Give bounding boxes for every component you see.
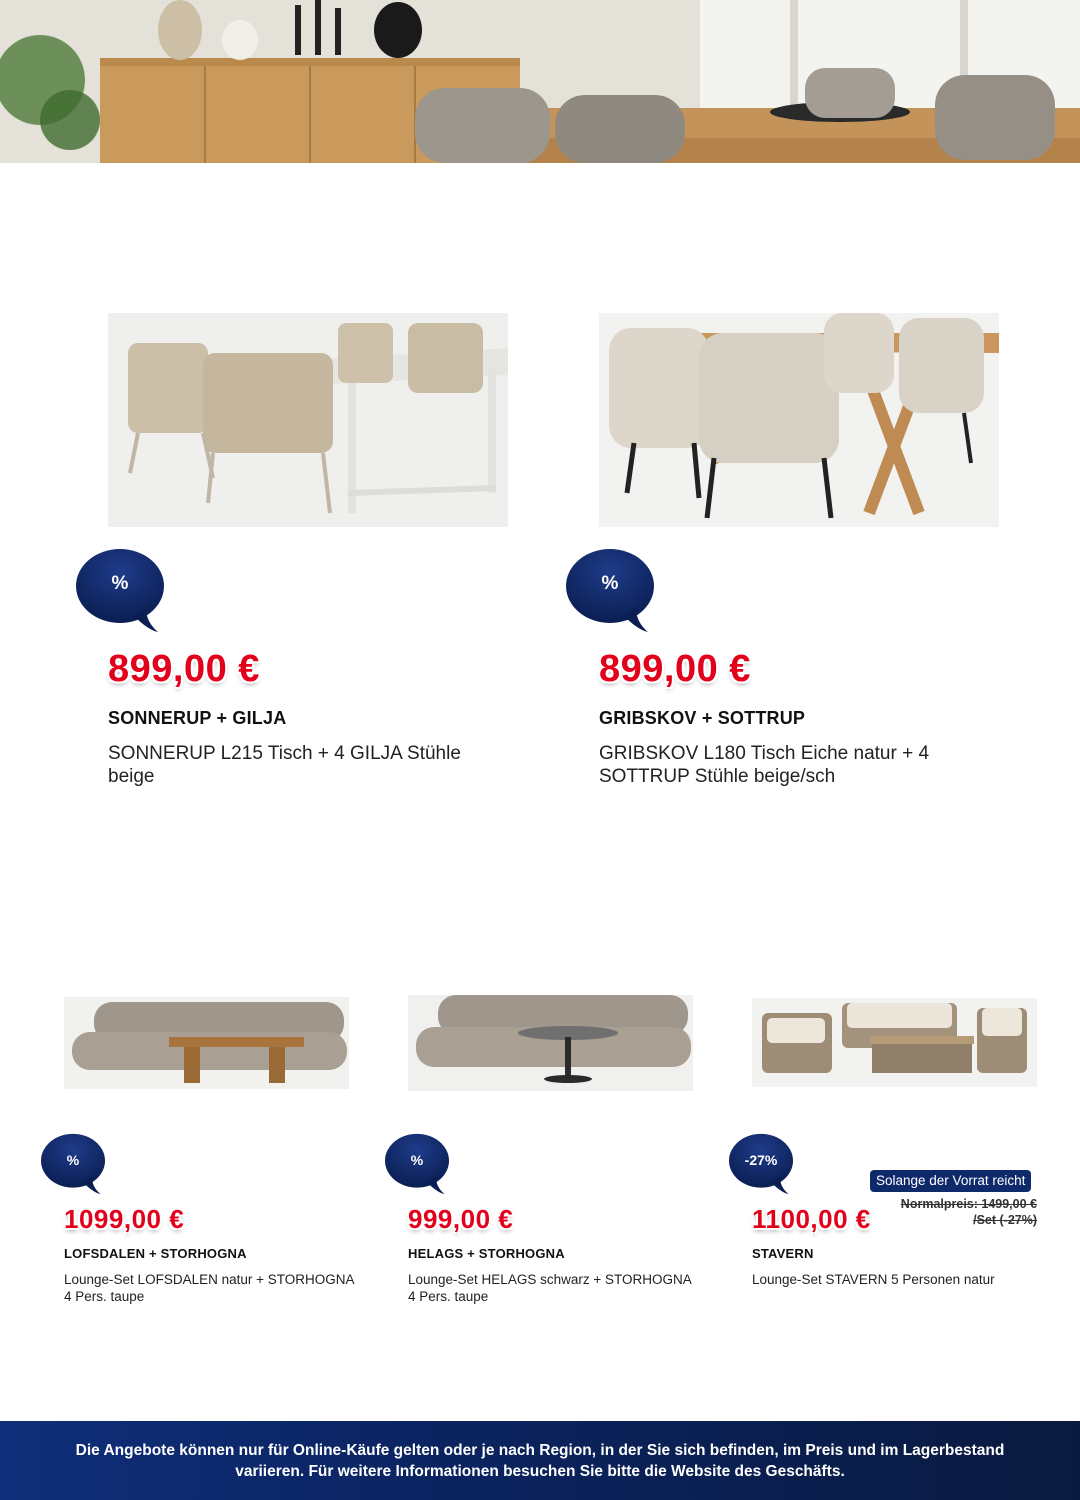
- normal-price: Normalpreis: 1499,00 € /Set (-27%): [900, 1197, 1037, 1227]
- product-title[interactable]: SONNERUP + GILJA: [108, 708, 287, 728]
- discount-label: %: [66, 1152, 80, 1168]
- discount-label: %: [410, 1152, 424, 1168]
- footer-disclaimer: [0, 1421, 1080, 1500]
- product-description: SONNERUP L215 Tisch + 4 GILJA Stühle beige: [108, 743, 461, 787]
- discount-label: %: [111, 573, 129, 594]
- dining-room-photo-icon: [0, 0, 1080, 163]
- product-title[interactable]: GRIBSKOV + SOTTRUP: [599, 708, 806, 728]
- product-description: Lounge-Set HELAGS schwarz + STORHOGNA 4 Pers. taupe: [408, 1272, 691, 1304]
- product-description: Lounge-Set LOFSDALEN natur + STORHOGNA 4 Pers. taupe: [64, 1272, 354, 1304]
- product-image[interactable]: [752, 998, 1037, 1087]
- product-title[interactable]: STAVERN: [752, 1246, 814, 1261]
- price: 899,00 €: [108, 648, 260, 690]
- discount-label: %: [601, 573, 619, 594]
- footer-text: Die Angebote können nur für Online-Käufe gelten oder je nach Region, in der Sie sich befinden, im Preis und im Lagerbestand variieren. Für weitere Informationen besuchen Sie bitte die Website des Geschäfts.: [75, 1441, 1005, 1480]
- dining-set-rope-chairs-icon: [108, 313, 508, 527]
- stock-note-badge: Solange der Vorrat reicht: [870, 1170, 1031, 1192]
- discount-bubble: [76, 548, 164, 633]
- product-image[interactable]: [408, 995, 693, 1091]
- price: 1100,00 €: [752, 1204, 871, 1234]
- dining-set-oak-cross-table-icon: [599, 313, 999, 527]
- rattan-lounge-set-icon: [752, 998, 1037, 1087]
- product-description: Lounge-Set STAVERN 5 Personen natur: [752, 1272, 995, 1287]
- price: 1099,00 €: [64, 1204, 185, 1234]
- product-description: GRIBSKOV L180 Tisch Eiche natur + 4 SOTTRUP Stühle beige/sch: [599, 743, 930, 787]
- discount-bubble: [41, 1133, 105, 1195]
- product-title[interactable]: HELAGS + STORHOGNA: [408, 1246, 565, 1261]
- discount-label: -27%: [744, 1152, 778, 1168]
- product-image[interactable]: [108, 313, 508, 527]
- product-image[interactable]: [599, 313, 999, 527]
- product-title[interactable]: LOFSDALEN + STORHOGNA: [64, 1246, 247, 1261]
- price: 899,00 €: [599, 648, 751, 690]
- lounge-set-wood-table-icon: [64, 997, 349, 1089]
- discount-bubble: [566, 548, 654, 633]
- price: 999,00 €: [408, 1204, 514, 1234]
- discount-bubble: [729, 1133, 793, 1195]
- hero-banner: [0, 0, 1080, 163]
- lounge-set-round-table-icon: [408, 995, 693, 1091]
- discount-bubble: [385, 1133, 449, 1195]
- product-image[interactable]: [64, 997, 349, 1089]
